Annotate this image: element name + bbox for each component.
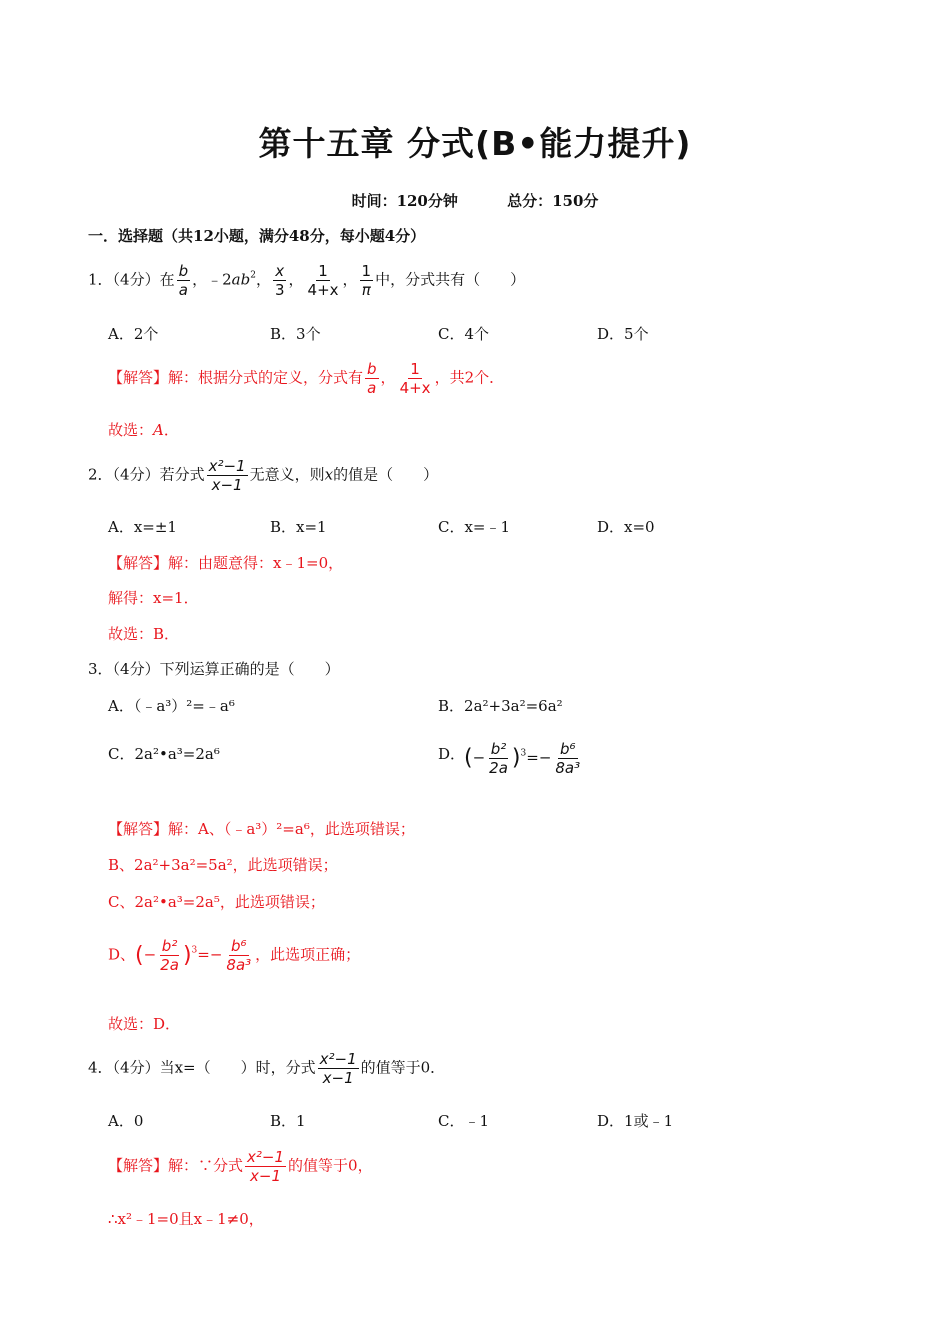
q3-answer-line-2: B、2a²+3a²=5a²，此选项错误； [108, 856, 338, 874]
q4-option-c: C．﹣1 [438, 1112, 490, 1130]
q2-answer-line-1: 【解答】解：由题意得：x﹣1=0， [108, 554, 344, 572]
q4-option-d: D．1或﹣1 [597, 1112, 674, 1130]
q1-fraction-3: $\frac{1}{4+x}$ [307, 262, 339, 299]
q3-answer-line-3: C、2a²•a³=2a⁵，此选项错误； [108, 893, 325, 911]
q2-fraction: $\frac{\text{x²−1}}{x-1}$ [208, 457, 246, 494]
q1-fraction-1: $\frac{b}{a}$ [178, 262, 189, 299]
question-3-stem: 3．（4分）下列运算正确的是（ ） [88, 660, 340, 678]
q1-answer-fraction-1: $\frac{b}{a}$ [367, 360, 377, 397]
q3-answer-line-1: 【解答】解：A、（﹣a³）²=a⁶，此选项错误； [108, 820, 415, 838]
q1-option-a: A．2个 [108, 325, 159, 343]
q3-answer-line-4: D、(− $\frac{\text{b²}}{2a}$ )$^3$=− $\frac{\text{b⁶}}{\text{8a³}}$ ，此选项正确； [108, 937, 361, 974]
q1-answer: 【解答】解：根据分式的定义，分式有 $\frac{b}{a}$ ， $\frac{1}{4+x}$ ，共2个． [108, 360, 505, 397]
q1-option-d: D．5个 [597, 325, 649, 343]
section-heading: 一．选择题（共12小题，满分48分，每小题4分） [88, 227, 426, 245]
q4-fraction: $\frac{\text{x²−1}}{x-1}$ [319, 1050, 357, 1087]
question-1-stem: 1．（4分）在 $\frac{b}{a}$ ，$﹣2ab^2$， $\frac{x}{3}$ ， $\frac{1}{4+x}$ ， $\frac{1}{\pi}$ 中，分式共有（ ） [88, 262, 526, 299]
q4-answer-fraction: $\frac{\text{x²−1}}{x-1}$ [247, 1148, 285, 1185]
q1-option-b: B．3个 [270, 325, 321, 343]
q3-d-lhs-fraction: $\frac{\text{b²}}{2a}$ [489, 740, 508, 777]
q2-option-c: C．x=﹣1 [438, 518, 511, 536]
q4-option-b: B．1 [270, 1112, 306, 1130]
q2-option-d: D．x=0 [597, 518, 655, 536]
q1-option-c: C．4个 [438, 325, 490, 343]
q1-choice: 故选：A． [108, 421, 179, 439]
exam-meta [0, 190, 950, 211]
q1-fraction-4: $\frac{1}{\pi}$ [361, 262, 372, 299]
q3-answer-lhs-fraction: $\frac{\text{b²}}{2a}$ [160, 937, 179, 974]
q3-answer-rhs-fraction: $\frac{\text{b⁶}}{\text{8a³}}$ [226, 937, 252, 974]
q4-option-a: A．0 [108, 1112, 144, 1130]
q4-answer-line-2: ∴x²﹣1=0且x﹣1≠0， [108, 1210, 264, 1228]
q2-answer-line-2: 解得：x=1． [108, 589, 199, 607]
q1-fraction-2: $\frac{x}{3}$ [274, 262, 285, 299]
q2-option-b: B．x=1 [270, 518, 327, 536]
time-label: 时间：120分钟 [351, 192, 458, 210]
page-title: 第十五章 分式(B•能力提升) [258, 124, 692, 163]
q3-choice: 故选：D． [108, 1015, 181, 1033]
q1-number: 1．（4分）在 [88, 270, 175, 289]
score-label: 总分：150分 [507, 192, 599, 210]
q3-d-rhs-fraction: $\frac{\text{b⁶}}{\text{8a³}}$ [555, 740, 581, 777]
q1-answer-fraction-2: $\frac{1}{4+x}$ [399, 360, 431, 397]
q4-answer-line-1: 【解答】解：∵分式 $\frac{\text{x²−1}}{x-1}$ 的值等于0， [108, 1148, 373, 1185]
q2-option-a: A．x=±1 [108, 518, 177, 536]
q3-option-c: C．2a²•a³=2a⁶ [108, 745, 220, 763]
question-2-stem: 2．（4分）若分式 $\frac{\text{x²−1}}{x-1}$ 无意义，则x的值是（ ） [88, 457, 439, 494]
q3-option-b: B．2a²+3a²=6a² [438, 697, 563, 715]
q3-option-d-expression: (− $\frac{\text{b²}}{2a}$ )$^3$=− $\frac{\text{b⁶}}{\text{8a³}}$ [464, 740, 581, 777]
q3-option-d-label: D． [438, 745, 466, 763]
question-4-stem: 4．（4分）当x=（ ）时，分式 $\frac{\text{x²−1}}{x-1}$ 的值等于0． [88, 1050, 446, 1087]
q2-choice: 故选：B． [108, 625, 180, 643]
q3-option-a: A．（﹣a³）²=﹣a⁶ [108, 697, 235, 715]
